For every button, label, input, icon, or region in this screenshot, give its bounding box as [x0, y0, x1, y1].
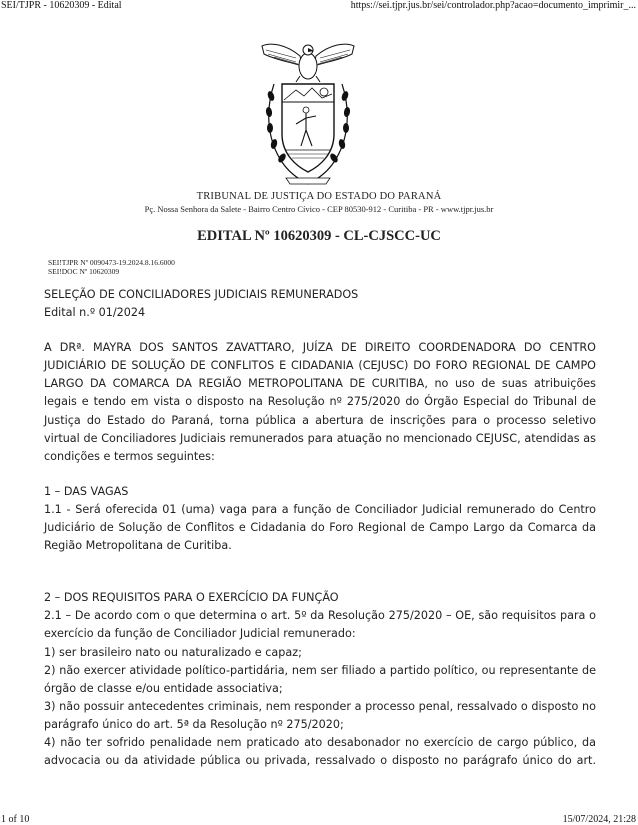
court-address: Pç. Nossa Senhora da Salete - Bairro Centro Cívico - CEP 80530-912 - Curitiba - PR - www.tjpr.jus.br [144, 204, 494, 214]
document-body [44, 286, 596, 770]
section-1-heading: 1 – DAS VAGAS [44, 484, 129, 498]
parana-coat-of-arms-icon [256, 38, 360, 190]
intro-text: no uso de suas atribuições legais e tendo em vista o disposto na Resolução nº 275/2020 do Órgão Especial do Tribunal de Justiça do Estado do Paraná, torna pública a abertura de inscrições para o processo seletivo virtual de Conciliadores Judiciais remunerados para atuação no mencionado CEJUSC, atendidas as condições e termos seguintes: [44, 377, 596, 463]
intro-paragraph [44, 339, 596, 466]
sei-doc-number: SEI!DOC Nº 10620309 [48, 267, 120, 276]
requirement-item: 4) não ter sofrido penalidade nem praticado ato desabonador no exercício de cargo público, da advocacia ou da atividade pública ou privada, ressalvado o disposto no parágrafo único do art. [44, 735, 596, 768]
page-counter: 1 of 10 [1, 814, 30, 825]
requirement-item: 3) não possuir antecedentes criminais, nem responder a processo penal, ressalvado o disposto no parágrafo único do art. 5ª da Resolução nº 275/2020; [44, 699, 596, 731]
requirement-item: 1) ser brasileiro nato ou naturalizado e capaz; [44, 645, 302, 659]
selection-heading: SELEÇÃO DE CONCILIADORES JUDICIAIS REMUNERADOS [44, 288, 359, 301]
court-name: TRIBUNAL DE JUSTIÇA DO ESTADO DO PARANÁ [196, 191, 442, 202]
process-number: SEI!TJPR Nº 0090473-19.2024.8.16.6000 [48, 258, 175, 267]
document-title: EDITAL Nº 10620309 - CL-CJSCC-UC [197, 228, 441, 244]
browser-header-url: https://sei.tjpr.jus.br/sei/controlador.php?acao=documento_imprimir_... [350, 0, 636, 11]
section-2-intro: 2.1 – De acordo com o que determina o art. 5º da Resolução 275/2020 – OE, são requisitos para o exercício da função de Conciliador Judicial remunerado: [44, 609, 596, 641]
edital-number: Edital n.º 01/2024 [44, 306, 146, 320]
intro-authority: A DRª. MAYRA DOS SANTOS ZAVATTARO, JUÍZA DE DIREITO COORDENADORA DO CENTRO JUDICIÁRIO DE SOLUÇÃO DE CONFLITOS E CIDADANIA (CEJUSC) DO FORO REGIONAL DE CAMPO LARGO DA COMARCA DA REGIÃO METROPOLITANA DE CURITIBA, [44, 341, 596, 391]
section-1-text: 1.1 - Será oferecida 01 (uma) vaga para a função de Conciliador Judicial remunerado do Centro Judiciário de Solução de Conflitos e Cidadania do Foro Regional de Campo Largo da Comarca da Região Metropolitana de Curitiba. [44, 502, 596, 553]
requirement-item: 2) não exercer atividade político-partidária, nem ser filiado a partido político, ou representante de órgão de classe e/ou entidade associativa; [44, 663, 596, 695]
section-2-heading: 2 – DOS REQUISITOS PARA O EXERCÍCIO DA FUNÇÃO [44, 591, 339, 605]
browser-header-title: SEI/TJPR - 10620309 - Edital [1, 0, 122, 11]
print-timestamp: 15/07/2024, 21:28 [562, 814, 636, 825]
